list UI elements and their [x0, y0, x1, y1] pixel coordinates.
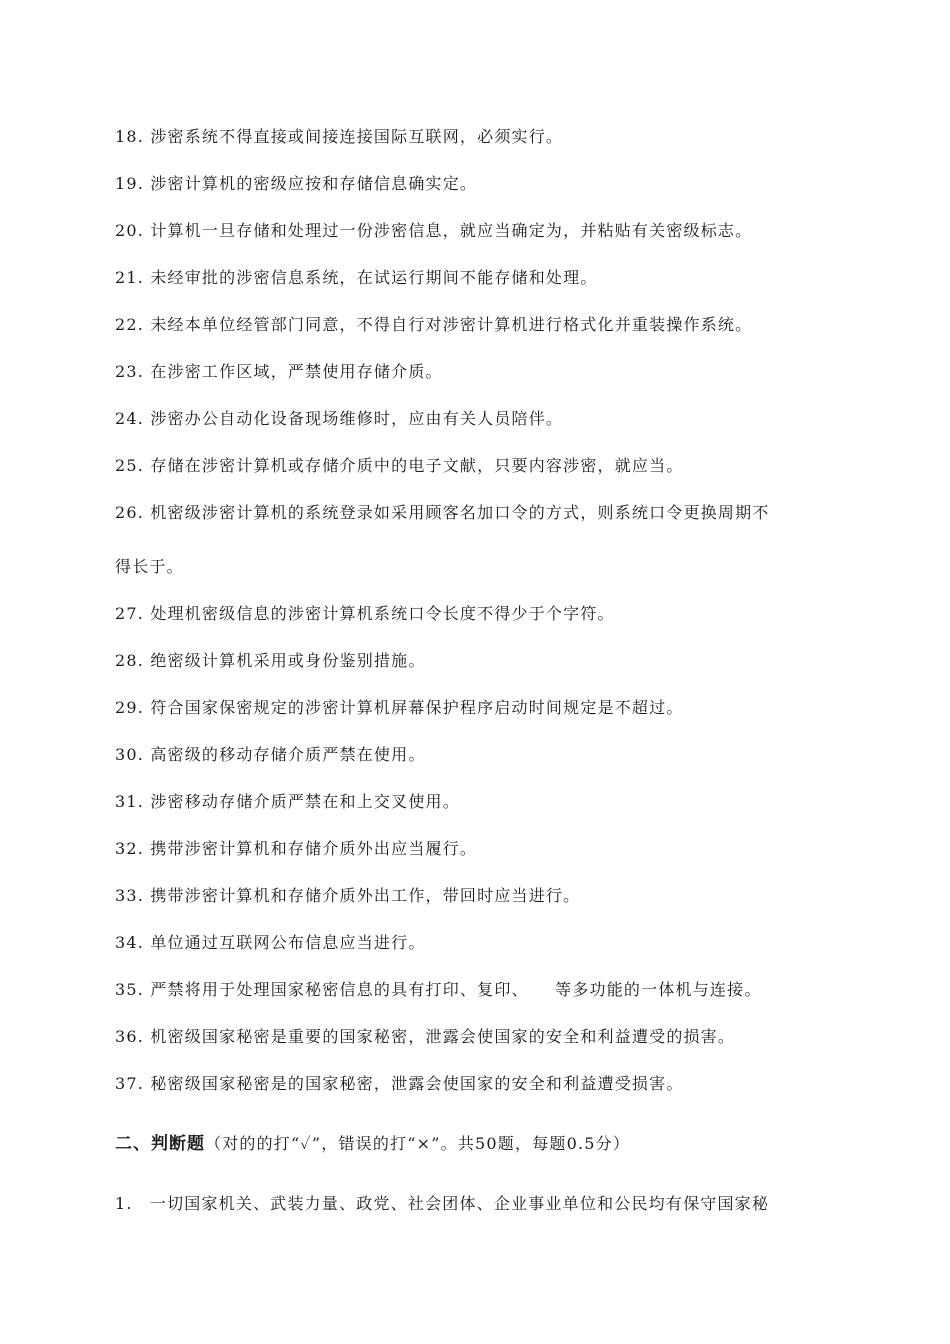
question-34: 34. 单位通过互联网公布信息应当进行。	[115, 933, 426, 952]
question-26: 26. 机密级涉密计算机的系统登录如采用顾客名加口令的方式，则系统口令更换周期不	[115, 503, 770, 522]
question-20: 20. 计算机一旦存储和处理过一份涉密信息，就应当确定为，并粘贴有关密级标志。	[115, 221, 753, 240]
question-35: 35. 严禁将用于处理国家秘密信息的具有打印、复印、 等多功能的一体机与连接。	[115, 980, 762, 999]
section-note: （对的的打“✓”，错误的打“×”。共50题，每题0.5分）	[205, 1134, 631, 1153]
question-37: 37. 秘密级国家秘密是的国家秘密，泄露会使国家的安全和利益遭受损害。	[115, 1074, 684, 1093]
question-21: 21. 未经审批的涉密信息系统，在试运行期间不能存储和处理。	[115, 268, 598, 287]
question-29: 29. 符合国家保密规定的涉密计算机屏幕保护程序启动时间规定是不超过。	[115, 698, 684, 717]
question-30: 30. 高密级的移动存储介质严禁在使用。	[115, 745, 426, 764]
question-18: 18. 涉密系统不得直接或间接连接国际互联网，必须实行。	[115, 127, 564, 146]
question-26-continuation: 得长于。	[115, 557, 184, 576]
question-27: 27. 处理机密级信息的涉密计算机系统口令长度不得少于个字符。	[115, 604, 615, 623]
question-31: 31. 涉密移动存储介质严禁在和上交叉使用。	[115, 792, 460, 811]
question-32: 32. 携带涉密计算机和存储介质外出应当履行。	[115, 839, 478, 858]
section-heading	[115, 1134, 630, 1154]
question-28: 28. 绝密级计算机采用或身份鉴别措施。	[115, 651, 426, 670]
question-23: 23. 在涉密工作区域，严禁使用存储介质。	[115, 362, 443, 381]
question-25: 25. 存储在涉密计算机或存储介质中的电子文献，只要内容涉密，就应当。	[115, 456, 684, 475]
question-19: 19. 涉密计算机的密级应按和存储信息确实定。	[115, 174, 478, 193]
section-title: 二、判断题	[115, 1134, 205, 1154]
question-33: 33. 携带涉密计算机和存储介质外出工作，带回时应当进行。	[115, 886, 581, 905]
judgment-question-1: 1. 一切国家机关、武装力量、政党、社会团体、企业事业单位和公民均有保守国家秘	[115, 1194, 770, 1213]
question-24: 24. 涉密办公自动化设备现场维修时，应由有关人员陪伴。	[115, 409, 564, 428]
question-36: 36. 机密级国家秘密是重要的国家秘密，泄露会使国家的安全和利益遭受的损害。	[115, 1027, 736, 1046]
question-22: 22. 未经本单位经管部门同意，不得自行对涉密计算机进行格式化并重装操作系统。	[115, 315, 753, 334]
